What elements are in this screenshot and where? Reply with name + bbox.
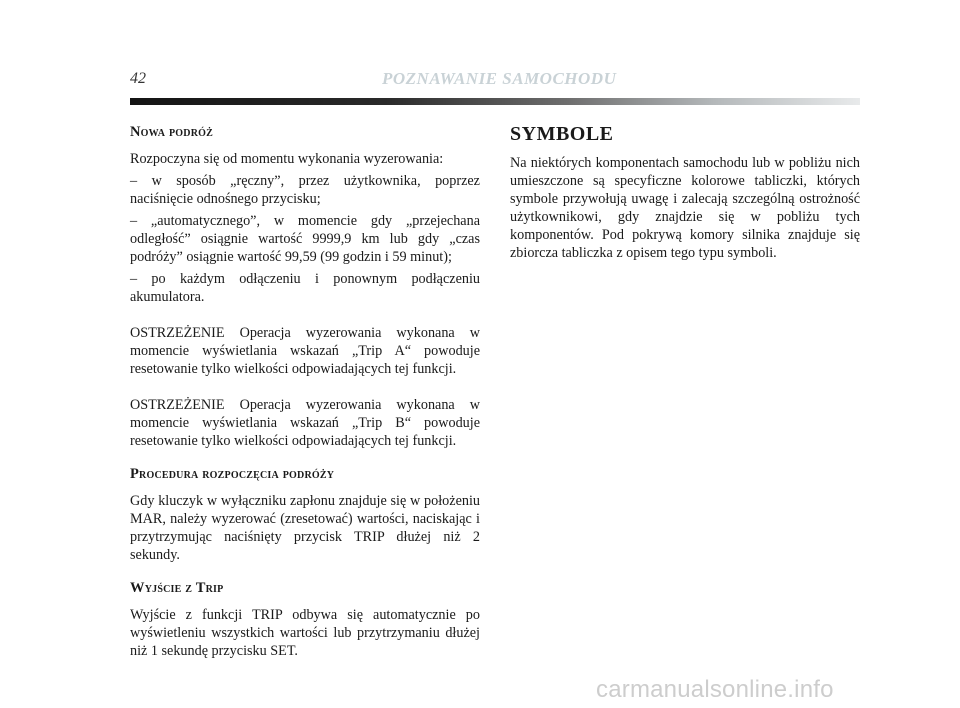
procedura-text: Gdy kluczyk w wyłączniku zapłonu znajduje się w położeniu MAR, należy wyzerować (zresetować) wartości, naciskając i przytrzymując naciśnięty przycisk TRIP dłużej niż 2 sekundy. bbox=[130, 493, 480, 563]
header-rule bbox=[130, 98, 860, 105]
page-number: 42 bbox=[130, 70, 146, 87]
watermark: carmanualsonline.info bbox=[596, 676, 834, 703]
nowa-podroz-item-automatic: – „automatycznego”, w momencie gdy „przejechana odległość” osiągnie wartość 9999,9 km lub gdy „czas podróży” osiągnie wartość 99,59 (99 godzin i 59 minut); bbox=[130, 213, 480, 265]
heading-symbole: SYMBOLE bbox=[510, 123, 614, 145]
right-column bbox=[510, 122, 860, 262]
section-title: POZNAWANIE SAMOCHODU bbox=[382, 69, 617, 88]
warning-trip-a: OSTRZEŻENIE Operacja wyzerowania wykonana w momencie wyświetlania wskazań „Trip A“ powoduje resetowanie tylko wielkości odpowiadających tej funkcji. bbox=[130, 325, 480, 377]
nowa-podroz-item-battery: – po każdym odłączeniu i ponownym podłączeniu akumulatora. bbox=[130, 271, 480, 305]
heading-nowa-podroz: Nowa podróż bbox=[130, 124, 213, 140]
nowa-podroz-intro: Rozpoczyna się od momentu wykonania wyzerowania: bbox=[130, 151, 444, 167]
page-header bbox=[130, 66, 860, 96]
heading-procedura: Procedura rozpoczęcia podróży bbox=[130, 466, 335, 482]
heading-wyjscie: Wyjście z Trip bbox=[130, 580, 224, 596]
nowa-podroz-item-manual: – w sposób „ręczny”, przez użytkownika, poprzez naciśnięcie odnośnego przycisku; bbox=[130, 173, 480, 207]
left-column bbox=[130, 122, 480, 660]
wyjscie-text: Wyjście z funkcji TRIP odbywa się automatycznie po wyświetleniu wszystkich wartości lub przytrzymaniu dłużej niż 1 sekundę przycisku SET. bbox=[130, 607, 480, 659]
symbole-text: Na niektórych komponentach samochodu lub w pobliżu nich umieszczone są specyficzne kolorowe tabliczki, których symbole przywołują uwagę i zalecają szczególną ostrożność użytkownikowi, gdy znajdzie się w pobliżu tych komponentów. Pod pokrywą komory silnika znajduje się zbiorcza tabliczka z opisem tego typu symboli. bbox=[510, 155, 860, 261]
warning-trip-b: OSTRZEŻENIE Operacja wyzerowania wykonana w momencie wyświetlania wskazań „Trip B“ powoduje resetowanie tylko wielkości odpowiadających tej funkcji. bbox=[130, 397, 480, 449]
